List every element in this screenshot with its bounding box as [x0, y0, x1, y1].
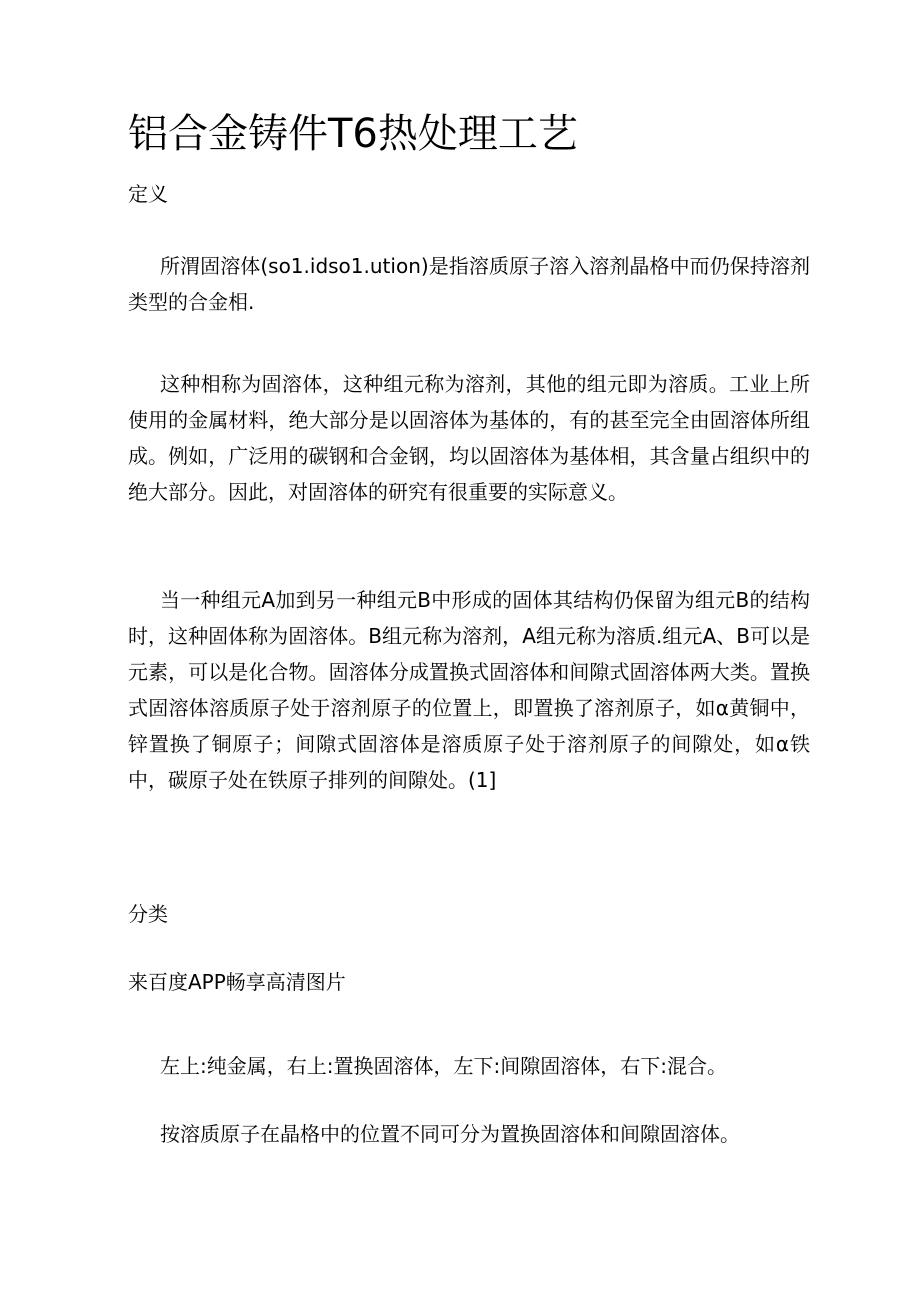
paragraph-3: 当一种组元A加到另一种组元B中形成的固体其结构仍保留为组元B的结构时，这种固体称为固溶体。B组元称为溶剂，A组元称为溶质.组元A、B可以是元素，可以是化合物。固溶体分成置换式固溶体和间隙式固溶体两大类。置换式固溶体溶质原子处于溶剂原子的位置上，即置换了溶剂原子，如α黄铜中，锌置换了铜原子；间隙式固溶体是溶质原子处于溶剂原子的间隙处，如α铁中，碳原子处在铁原子排列的间隙处。(1] [128, 588, 810, 792]
section-heading-classification: 分类 [128, 902, 168, 926]
paragraph-2: 这种相称为固溶体，这种组元称为溶剂，其他的组元即为溶质。工业上所使用的金属材料，绝大部分是以固溶体为基体的，有的甚至完全由固溶体所组成。例如，广泛用的碳钢和合金钢，均以固溶体为基体相，其含量占组织中的绝大部分。因此，对固溶体的研究有很重要的实际意义。 [128, 372, 810, 504]
section-heading-definition: 定义 [128, 182, 168, 206]
document-title: 铝合金铸件T6热处理工艺 [128, 111, 578, 157]
app-promo-line: 来百度APP畅享高清图片 [128, 970, 346, 994]
image-caption: 左上:纯金属，右上:置换固溶体，左下:间隙固溶体，右下:混合。 [160, 1054, 727, 1078]
paragraph-1: 所渭固溶体(so1.idso1.ution)是指溶质原子溶入溶剂晶格中而仍保持溶剂类型的合金相. [128, 254, 810, 314]
paragraph-4: 按溶质原子在晶格中的位置不同可分为置换固溶体和间隙固溶体。 [160, 1122, 740, 1146]
